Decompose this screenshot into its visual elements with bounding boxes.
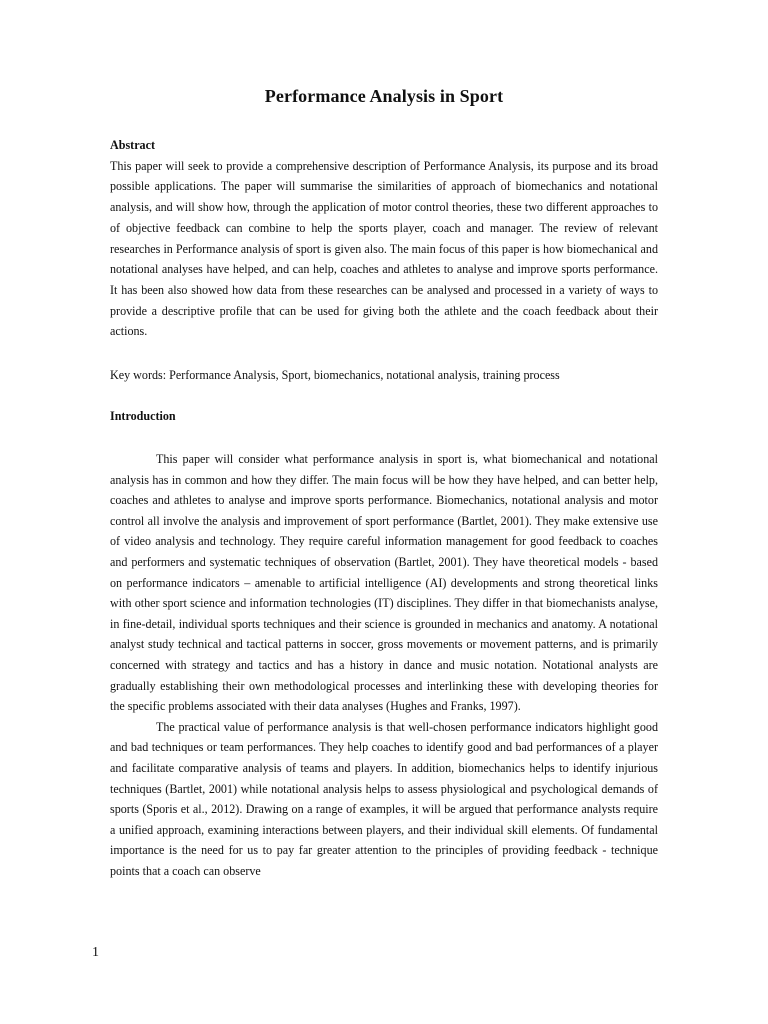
keywords-line: Key words: Performance Analysis, Sport, biomechanics, notational analysis, training process bbox=[110, 368, 560, 382]
paper-title: Performance Analysis in Sport bbox=[264, 86, 504, 106]
introduction-paragraph-1: This paper will consider what performance analysis in sport is, what biomechanical and notational analysis has in common and how they differ. The main focus will be how they have helped, and can better help, coaches and athletes to analyse and improve sports performance. Biomechanics, notational analysis and motor control all involve the analysis and improvement of sport performance (Bartlet, 2001). They make extensive use of video analysis and technology. They require careful information management for good feedback to coaches and performers and systematic techniques of observation (Bartlet, 2001). They have theoretical models - based on performance indicators – amenable to artificial intelligence (AI) developments and strong theoretical links with other sport science and information technologies (IT) disciplines. They differ in that biomechanists analyse, in fine-detail, individual sports techniques and their science is grounded in mechanics and anatomy. A notational analyst study technical and tactical patterns in soccer, gross movements or movement patterns, and is primarily concerned with strategy and tactics and has a history in dance and music notation. Notational analysts are gradually establishing their own methodological processes and interlinking these with developing theories for the specific problems associated with their data analyses (Hughes and Franks, 1997). bbox=[110, 452, 658, 714]
page-number: 1 bbox=[92, 945, 99, 960]
introduction-paragraph-2: The practical value of performance analysis is that well-chosen performance indicators highlight good and bad techniques or team performances. They help coaches to identify good and bad performances of a player and facilitate comparative analysis of teams and players. In addition, biomechanics helps to identify injurious techniques (Bartlet, 2001) while notational analysis helps to assess physiological and psychological demands of sports (Sporis et al., 2012). Drawing on a range of examples, it will be argued that performance analysts require a unified approach, examining interactions between players, and their individual skill elements. Of fundamental importance is the need for us to pay far greater attention to the principles of providing feedback - technique points that a coach can observe bbox=[110, 719, 658, 878]
abstract-text: This paper will seek to provide a comprehensive description of Performance Analysis, its purpose and its broad possible applications. The paper will summarise the similarities of approach of biomechanics and notational analysis, and will show how, through the application of motor control theories, these two different approaches to of objective feedback can combine to help the sports player, coach and manager. The review of relevant researches in Performance analysis of sport is given also. The main focus of this paper is how biomechanical and notational analyses have helped, and can help, coaches and athletes to analyse and improve sports performance. It has been also showed how data from these researches can be analysed and processed in a variety of ways to provide a descriptive profile that can be used for giving both the athlete and the coach feedback about their actions. bbox=[110, 158, 658, 339]
abstract-section bbox=[110, 135, 658, 342]
abstract-heading: Abstract bbox=[110, 138, 156, 152]
introduction-heading: Introduction bbox=[110, 409, 176, 423]
introduction-body bbox=[110, 449, 658, 881]
